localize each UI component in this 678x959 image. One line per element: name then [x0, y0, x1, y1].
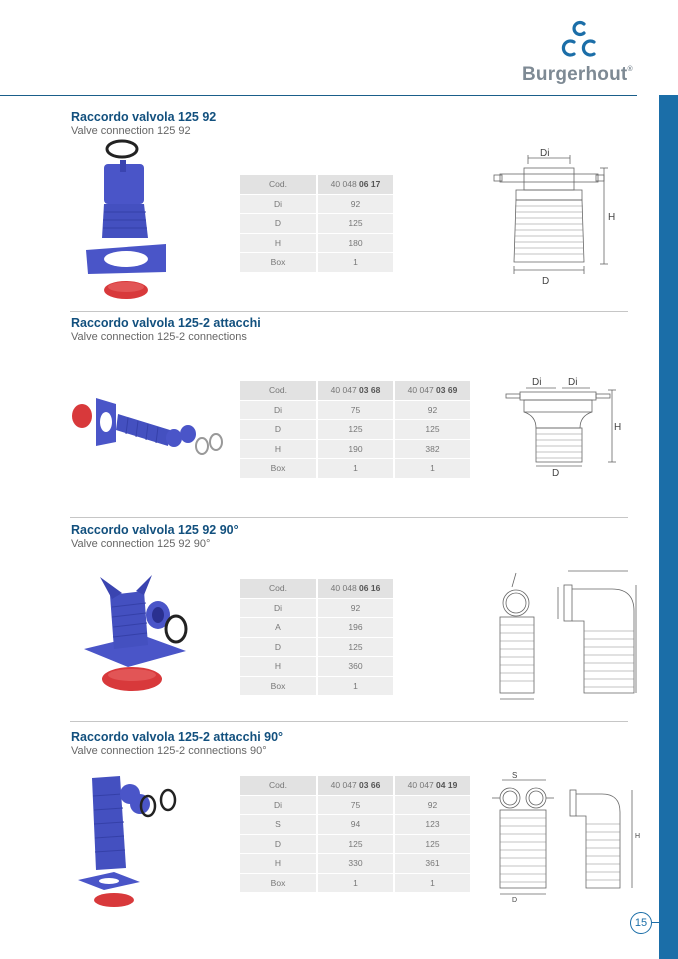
table-cell: 1: [318, 677, 393, 696]
table-cell: Di: [240, 599, 316, 618]
table-cell: 1: [395, 459, 470, 478]
table-cell: Di: [240, 401, 316, 420]
technical-drawing: [500, 374, 630, 480]
dimension-label-di: Di: [540, 148, 550, 159]
table-row: [240, 599, 393, 618]
section-subtitle: Valve connection 125-2 connections: [71, 331, 247, 343]
section-divider: [70, 721, 628, 722]
section-title: Raccordo valvola 125-2 attacchi 90°: [71, 730, 284, 744]
table-cell: 196: [318, 618, 393, 637]
product-code-cell: 40 047 03 68: [318, 381, 393, 400]
table-cell: Cod.: [240, 579, 316, 598]
table-cell: 125: [318, 214, 393, 233]
dimension-label-di: Di: [532, 377, 542, 388]
burgerhout-logo-icon: [558, 18, 602, 60]
table-cell: 125: [395, 420, 470, 439]
table-cell: 75: [318, 796, 393, 815]
product-section-4: [0, 730, 659, 930]
spec-table: [238, 174, 395, 273]
table-cell: D: [240, 214, 316, 233]
table-cell: 180: [318, 234, 393, 253]
technical-drawing: [490, 770, 646, 904]
table-row: [240, 401, 470, 420]
valve-connection-2-product-image: [70, 394, 226, 464]
table-cell: 1: [318, 253, 393, 272]
dimension-label-d: D: [512, 897, 518, 904]
table-row: [240, 420, 470, 439]
table-row: [240, 677, 393, 696]
table-cell: 92: [395, 796, 470, 815]
valve-connection-90-product-image: [82, 573, 194, 697]
table-cell: 1: [395, 874, 470, 893]
page-number: 15: [630, 912, 652, 934]
table-cell: Box: [240, 677, 316, 696]
table-cell: 75: [318, 401, 393, 420]
table-row: [240, 874, 470, 893]
table-cell: 92: [318, 599, 393, 618]
product-code-cell: 40 047 03 66: [318, 776, 393, 795]
side-accent-bar: [659, 95, 678, 959]
spec-table: [238, 578, 395, 696]
section-subtitle: Valve connection 125 92 90°: [71, 538, 211, 550]
page-number-connector: [652, 922, 660, 923]
technical-drawing: [494, 565, 640, 705]
table-row: [240, 459, 470, 478]
valve-connection-product-image: [80, 138, 176, 306]
product-section-1: [0, 110, 659, 315]
table-row: [240, 638, 393, 657]
product-code-cell: 40 048 06 16: [318, 579, 393, 598]
section-divider: [70, 517, 628, 518]
brand-name: Burgerhout®: [522, 64, 633, 85]
table-row: [240, 854, 470, 873]
table-cell: 330: [318, 854, 393, 873]
dimension-label-h: H: [614, 422, 622, 433]
table-cell: 360: [318, 657, 393, 676]
dimension-label-d: D: [542, 276, 550, 287]
dimension-label-h: H: [635, 833, 641, 840]
table-row: [240, 214, 393, 233]
table-cell: Di: [240, 195, 316, 214]
table-cell: 125: [318, 638, 393, 657]
table-row: [240, 657, 393, 676]
table-cell: D: [240, 638, 316, 657]
table-row: [240, 195, 393, 214]
spec-table: [238, 380, 472, 479]
table-cell: H: [240, 657, 316, 676]
table-row: [240, 815, 470, 834]
table-cell: Box: [240, 874, 316, 893]
table-cell: 125: [318, 835, 393, 854]
table-cell: 125: [318, 420, 393, 439]
table-cell: 1: [318, 459, 393, 478]
section-divider: [70, 311, 628, 312]
table-row: [240, 796, 470, 815]
table-cell: 92: [395, 401, 470, 420]
table-row: [240, 253, 393, 272]
table-cell: H: [240, 440, 316, 459]
table-cell: 361: [395, 854, 470, 873]
section-subtitle: Valve connection 125 92: [71, 125, 191, 137]
table-cell: 94: [318, 815, 393, 834]
table-cell: Cod.: [240, 381, 316, 400]
table-cell: A: [240, 618, 316, 637]
brand-logo: [522, 18, 646, 88]
table-row: [240, 618, 393, 637]
dimension-label-di: Di: [568, 377, 578, 388]
table-cell: 123: [395, 815, 470, 834]
product-code-cell: 40 047 04 19: [395, 776, 470, 795]
product-section-2: [0, 316, 659, 521]
valve-connection-2-90-product-image: [76, 772, 182, 922]
table-row: [240, 835, 470, 854]
table-cell: 382: [395, 440, 470, 459]
table-cell: H: [240, 854, 316, 873]
product-code-cell: 40 047 03 69: [395, 381, 470, 400]
table-cell: Cod.: [240, 175, 316, 194]
table-cell: 1: [318, 874, 393, 893]
table-cell: 92: [318, 195, 393, 214]
table-cell: 125: [395, 835, 470, 854]
table-header-row: [240, 175, 393, 194]
product-section-3: [0, 523, 659, 728]
table-cell: Box: [240, 253, 316, 272]
table-cell: D: [240, 835, 316, 854]
table-header-row: [240, 579, 393, 598]
section-title: Raccordo valvola 125 92 90°: [71, 523, 239, 537]
header-divider: [0, 95, 637, 96]
table-row: [240, 234, 393, 253]
spec-table: [238, 775, 472, 893]
technical-drawing: [490, 142, 620, 290]
dimension-label-s: S: [512, 771, 518, 780]
table-cell: 190: [318, 440, 393, 459]
table-cell: H: [240, 234, 316, 253]
section-title: Raccordo valvola 125 92: [71, 110, 217, 124]
table-header-row: [240, 776, 470, 795]
table-cell: Di: [240, 796, 316, 815]
dimension-label-d: D: [552, 468, 560, 479]
section-title: Raccordo valvola 125-2 attacchi: [71, 316, 261, 330]
table-header-row: [240, 381, 470, 400]
table-row: [240, 440, 470, 459]
table-cell: D: [240, 420, 316, 439]
table-cell: Box: [240, 459, 316, 478]
section-subtitle: Valve connection 125-2 connections 90°: [71, 745, 267, 757]
product-code-cell: 40 048 06 17: [318, 175, 393, 194]
dimension-label-h: H: [608, 212, 616, 223]
table-cell: S: [240, 815, 316, 834]
table-cell: Cod.: [240, 776, 316, 795]
